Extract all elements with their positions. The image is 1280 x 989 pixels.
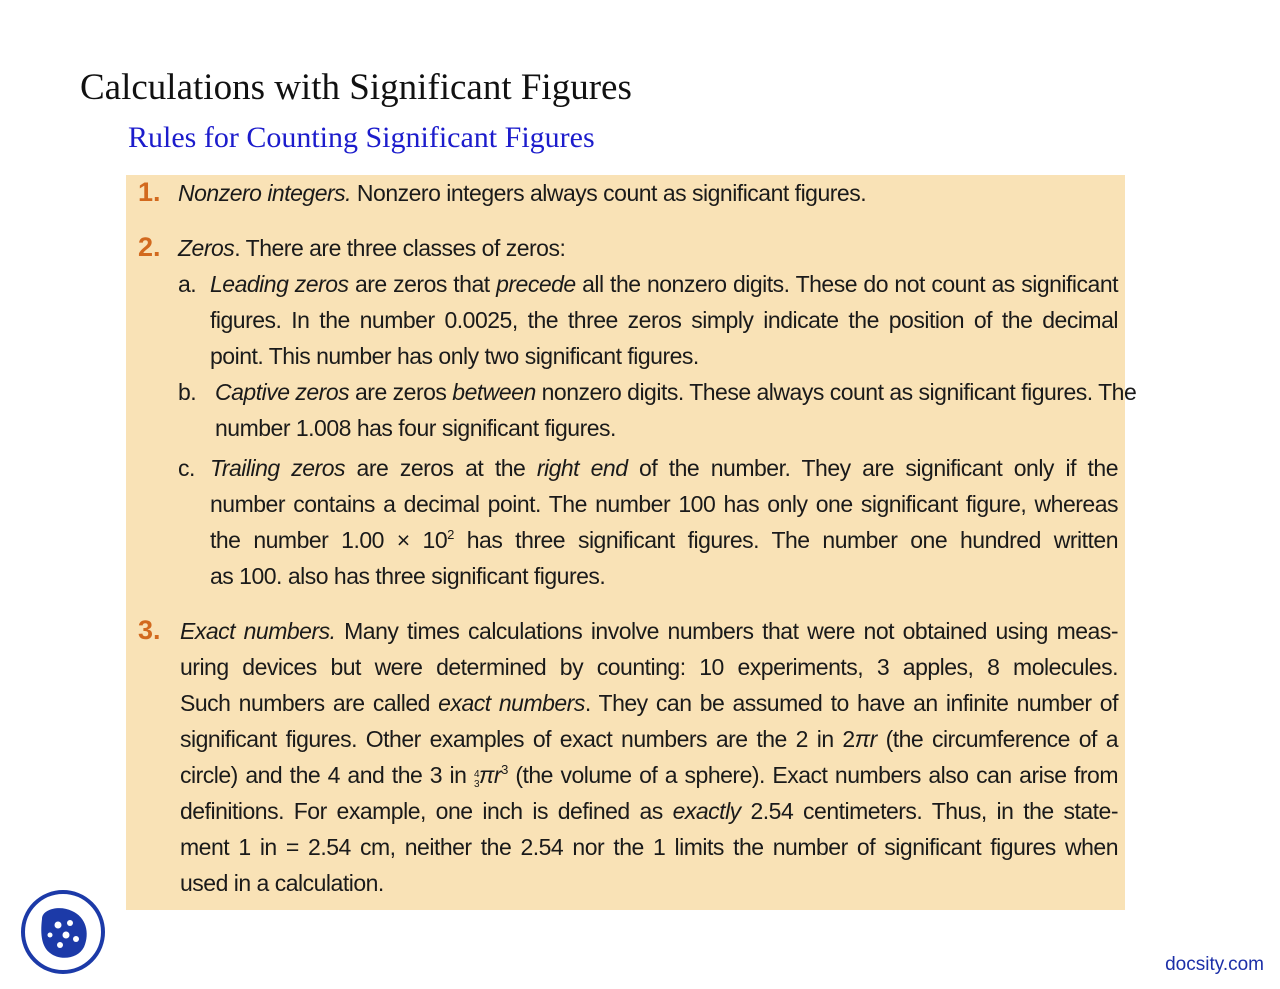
rule-1-body: Nonzero integers always count as significant figures. [351,180,867,206]
rule-2a-lead: Leading zeros [210,271,349,297]
rule-3-line-8: used in a calculation. [180,870,384,896]
rule-2a-em1: precede [496,271,576,297]
docsity-ladybug-logo-icon[interactable] [20,889,106,975]
rule-3-line-4 [180,726,1118,753]
rule-2b-t1: are zeros [349,379,453,405]
rule-3-line-1 [180,618,1118,645]
rule-3-number: 3. [138,615,161,645]
rule-2c-line-3a: the number 1.00 × 10 [210,527,448,553]
rule-2-text [178,235,565,262]
rule-3-line-7: ment 1 in = 2.54 cm, neither the 2.54 nor the 1 limits the number of significant figures when [180,834,1118,860]
rule-2c-em1: right end [536,455,628,481]
rule-2-number: 2. [138,232,161,262]
rule-2-lead: Zeros [178,235,235,261]
rule-3-l6em: exactly [672,798,741,824]
rule-1-text [178,180,866,207]
rule-2a-letter: a. [178,271,197,297]
rule-2c-t2: of the number. They are significant only if the [627,455,1118,481]
rule-3-l3b: . They can be assumed to have an infinite number of [584,690,1118,716]
fraction-denominator: 3 [473,779,480,790]
rule-2c-line-2: number contains a decimal point. The number 100 has only one significant figure, whereas [210,491,1118,517]
rule-2b-em1: between [452,379,536,405]
rule-2b-line-1 [215,379,1137,406]
rule-3-line-3 [180,690,1118,717]
rule-3-line-2: uring devices but were determined by counting: 10 experiments, 3 apples, 8 molecules. [180,654,1118,680]
rule-3-l3a: Such numbers are called [180,690,439,716]
rule-2c-line-3b: has three significant figures. The number one hundred written [453,527,1118,553]
rule-3-line-5 [180,762,1118,790]
rule-2c-line-3 [210,527,1118,554]
rule-3-exponent: 3 [501,762,508,777]
rule-1-number: 1. [138,177,161,207]
rule-2a-t2: all the nonzero digits. These do not count as significant [575,271,1118,297]
rule-2b-letter: b. [178,379,197,405]
rule-3-l4a: significant figures. Other examples of exact numbers are the 2 in 2 [180,726,855,752]
rule-2b-line-2: number 1.008 has four significant figures. [215,415,616,441]
docsity-brand-link[interactable]: docsity.com [1165,954,1264,975]
section-subtitle: Rules for Counting Significant Figures [128,121,595,154]
rule-3-l5em: πr [479,762,502,788]
fraction-numerator: 4 [473,769,480,780]
rule-3-l1: Many times calculations involve numbers that were not obtained using meas- [335,618,1118,644]
rule-2c-line-1 [210,455,1118,482]
rule-3-l6b: 2.54 centimeters. Thus, in the state- [740,798,1118,824]
rule-2a-t1: are zeros that [348,271,497,297]
rule-2c-t1: are zeros at the [345,455,537,481]
rule-3-l6a: definitions. For example, one inch is defined as [180,798,673,824]
rule-2b-t2: nonzero digits. These always count as significant figures. The [535,379,1137,405]
rule-3-l3em: exact numbers [438,690,585,716]
rule-2c-letter: c. [178,455,195,481]
rule-3-l4b: (the circumference of a [876,726,1118,752]
rule-2c-exponent: 2 [447,527,454,542]
rule-3-l5b: (the volume of a sphere). Exact numbers also can arise from [507,762,1118,788]
rule-2a-line-1 [210,271,1118,298]
page-title: Calculations with Significant Figures [80,67,632,108]
rule-2c-line-4: as 100. also has three significant figures. [210,563,606,589]
rule-2c-lead: Trailing zeros [210,455,345,481]
rule-2b-lead: Captive zeros [215,379,350,405]
rule-3-l5a: circle) and the 4 and the 3 in [180,762,474,788]
rule-2a-line-2: figures. In the number 0.0025, the three zeros simply indicate the position of the decimal [210,307,1118,333]
rule-2-body: . There are three classes of zeros: [234,235,566,261]
rule-3-l4em: πr [854,726,877,752]
rule-2a-line-3: point. This number has only two significant figures. [210,343,699,369]
rule-3-line-6 [180,798,1118,825]
rule-3-lead: Exact numbers. [180,618,336,644]
rule-1-lead: Nonzero integers. [178,180,352,206]
